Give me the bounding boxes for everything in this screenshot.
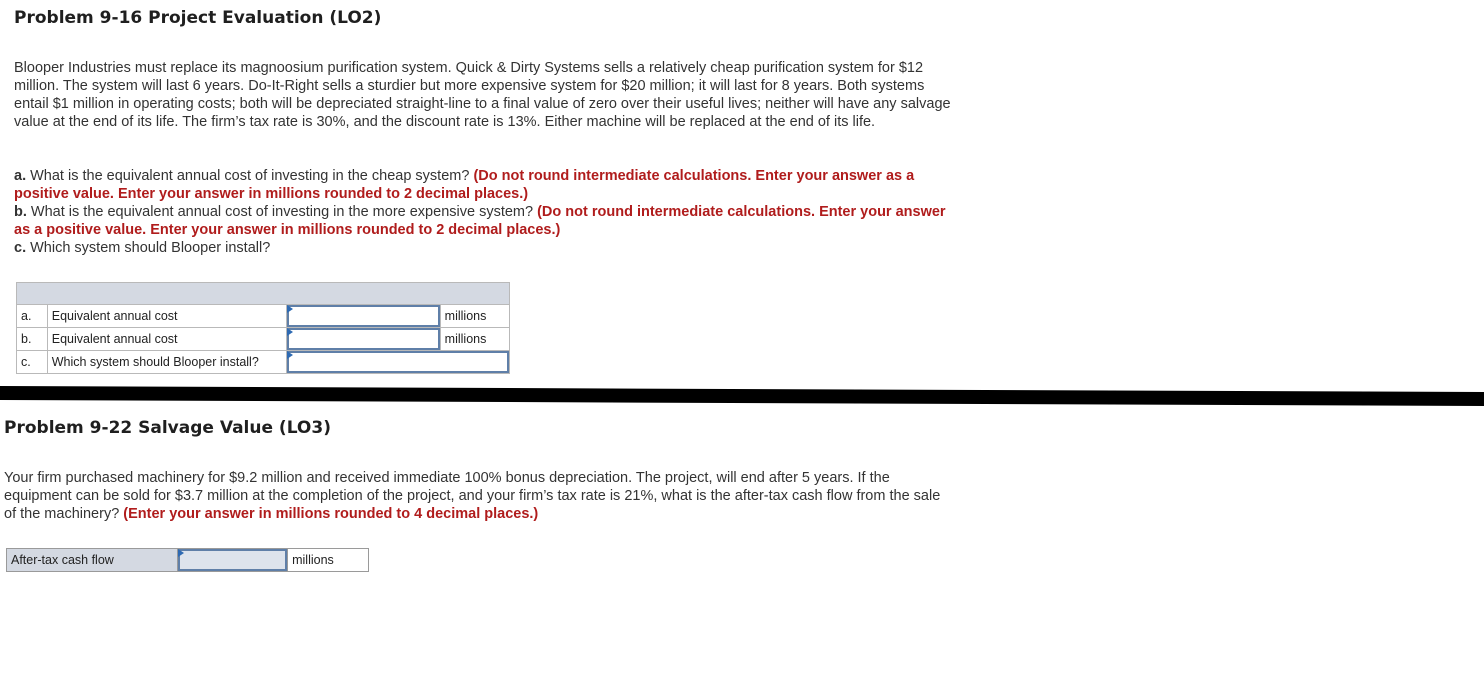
question-c-text: Which system should Blooper install? <box>26 240 271 256</box>
question-c <box>14 239 959 257</box>
question-b-note: (Do not round intermediate calculations. Enter your answer as a positive value. Enter your answer in millions rounded to 2 decimal places.) <box>14 204 946 238</box>
question-a-text: What is the equivalent annual cost of investing in the cheap system? <box>26 168 474 184</box>
answer-row-a <box>17 305 510 328</box>
triangle-marker-icon <box>178 549 184 557</box>
problem-9-22-intro <box>4 469 949 523</box>
problem-9-22-title: Problem 9-22 Salvage Value (LO3) <box>4 418 331 438</box>
problem-9-16-questions <box>14 167 959 257</box>
row-c-label: Which system should Blooper install? <box>47 351 286 374</box>
question-c-label: c. <box>14 240 27 256</box>
after-tax-row <box>7 549 369 572</box>
row-b-unit: millions <box>440 328 509 351</box>
row-c-letter: c. <box>17 351 48 374</box>
after-tax-cash-flow-input[interactable] <box>178 549 288 571</box>
row-a-letter: a. <box>17 305 48 328</box>
triangle-marker-icon <box>287 305 293 313</box>
eac-cheap-input[interactable] <box>287 305 440 327</box>
question-b-label: b. <box>14 204 27 220</box>
answer-row-b <box>17 328 510 351</box>
answer-table-9-22 <box>6 548 369 572</box>
triangle-marker-icon <box>287 351 293 359</box>
question-b <box>14 203 959 239</box>
answer-table-9-16 <box>16 282 510 374</box>
after-tax-unit: millions <box>288 549 369 572</box>
problem-9-22-intro-text: Your firm purchased machinery for $9.2 million and received immediate 100% bonus depreciation. The project, will end after 5 years. If the equipment can be sold for $3.7 million at the completion of the project, and your firm’s tax rate is 21%, what is the after-tax cash flow from the sale of the machinery? <box>4 470 941 522</box>
question-a-label: a. <box>14 168 27 184</box>
after-tax-label: After-tax cash flow <box>7 549 178 572</box>
row-a-unit: millions <box>440 305 509 328</box>
eac-expensive-input[interactable] <box>287 328 440 350</box>
problem-9-16-title: Problem 9-16 Project Evaluation (LO2) <box>14 8 382 28</box>
question-a-note: (Do not round intermediate calculations. Enter your answer as a positive value. Enter your answer in millions rounded to 2 decimal places.) <box>14 168 915 202</box>
answer-table-header <box>17 283 510 305</box>
problem-9-22-note: (Enter your answer in millions rounded to 4 decimal places.) <box>123 506 539 522</box>
row-b-label: Equivalent annual cost <box>47 328 286 351</box>
system-choice-input[interactable] <box>287 351 509 373</box>
question-b-text: What is the equivalent annual cost of investing in the more expensive system? <box>26 204 538 220</box>
row-a-label: Equivalent annual cost <box>47 305 286 328</box>
problem-9-16-intro: Blooper Industries must replace its magnoosium purification system. Quick & Dirty Systems sells a relatively cheap purification system for $12 million. The system will last 6 years. Do-It-Right sells a sturdier but more expensive system for $20 million; it will last for 8 years. Both systems entail $1 million in operating costs; both will be depreciated straight-line to a final value of zero over their useful lives; neither will have any salvage value at the end of its life. The firm’s tax rate is 30%, and the discount rate is 13%. Either machine will be replaced at the end of its life. <box>14 60 951 130</box>
triangle-marker-icon <box>287 328 293 336</box>
row-b-letter: b. <box>17 328 48 351</box>
answer-row-c <box>17 351 510 374</box>
question-a <box>14 167 959 203</box>
